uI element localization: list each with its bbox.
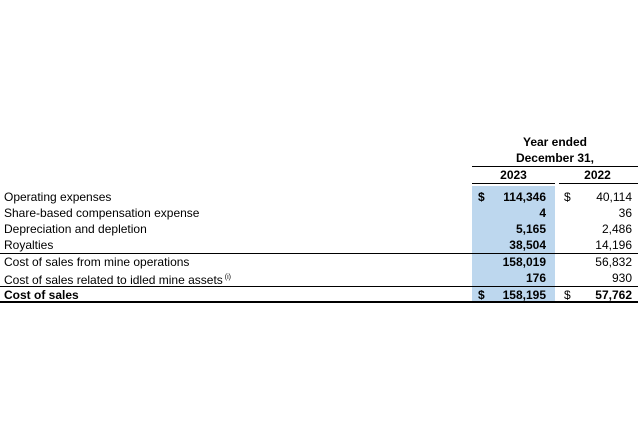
header-december-31: December 31, <box>515 151 595 165</box>
row-label: Royalties <box>4 238 54 252</box>
column-header-2022: 2022 <box>584 168 611 182</box>
value-2023: 4 <box>539 206 546 220</box>
column-rule-2022 <box>559 183 638 184</box>
footnote-marker: (i) <box>224 274 231 281</box>
value-2022: 40,114 <box>596 190 632 204</box>
subtotal-rule <box>0 253 638 254</box>
row-label: Cost of sales related to idled mine assets $^{(i)}$ <box>4 273 231 287</box>
value-2022: 36 <box>618 206 632 220</box>
row-label: Cost of sales from mine operations <box>4 255 190 269</box>
column-header-2023: 2023 <box>500 168 527 182</box>
currency-symbol-2023: $ <box>478 288 485 302</box>
value-2023: 158,195 <box>502 288 546 302</box>
value-2023: 114,346 <box>503 190 546 204</box>
row-label: Operating expenses <box>4 190 112 204</box>
value-2022: 2,486 <box>601 222 632 236</box>
value-2023: 176 <box>525 271 546 285</box>
header-year-ended: Year ended <box>522 135 588 149</box>
value-2023: 158,019 <box>502 255 546 269</box>
table-row <box>0 254 640 270</box>
value-2022: 57,762 <box>595 288 632 302</box>
table-row <box>0 221 640 237</box>
currency-symbol-2023: $ <box>478 190 485 204</box>
table-row <box>0 237 640 253</box>
value-2022: 56,832 <box>595 255 632 269</box>
currency-symbol-2022: $ <box>564 288 571 302</box>
row-label: Depreciation and depletion <box>4 222 147 236</box>
table-row <box>0 189 640 205</box>
table-row <box>0 205 640 221</box>
total-double-rule <box>0 301 638 303</box>
column-rule-2023 <box>472 183 555 184</box>
value-2022: 930 <box>611 271 632 285</box>
value-2023: 5,165 <box>515 222 546 236</box>
value-2022: 14,196 <box>595 238 632 252</box>
currency-symbol-2022: $ <box>564 190 571 204</box>
row-label: Cost of sales <box>4 288 79 302</box>
header-rule <box>472 166 638 167</box>
row-label: Share-based compensation expense <box>4 206 200 220</box>
total-rule <box>0 286 638 287</box>
table-row <box>0 270 640 286</box>
value-2023: 38,504 <box>509 238 546 252</box>
